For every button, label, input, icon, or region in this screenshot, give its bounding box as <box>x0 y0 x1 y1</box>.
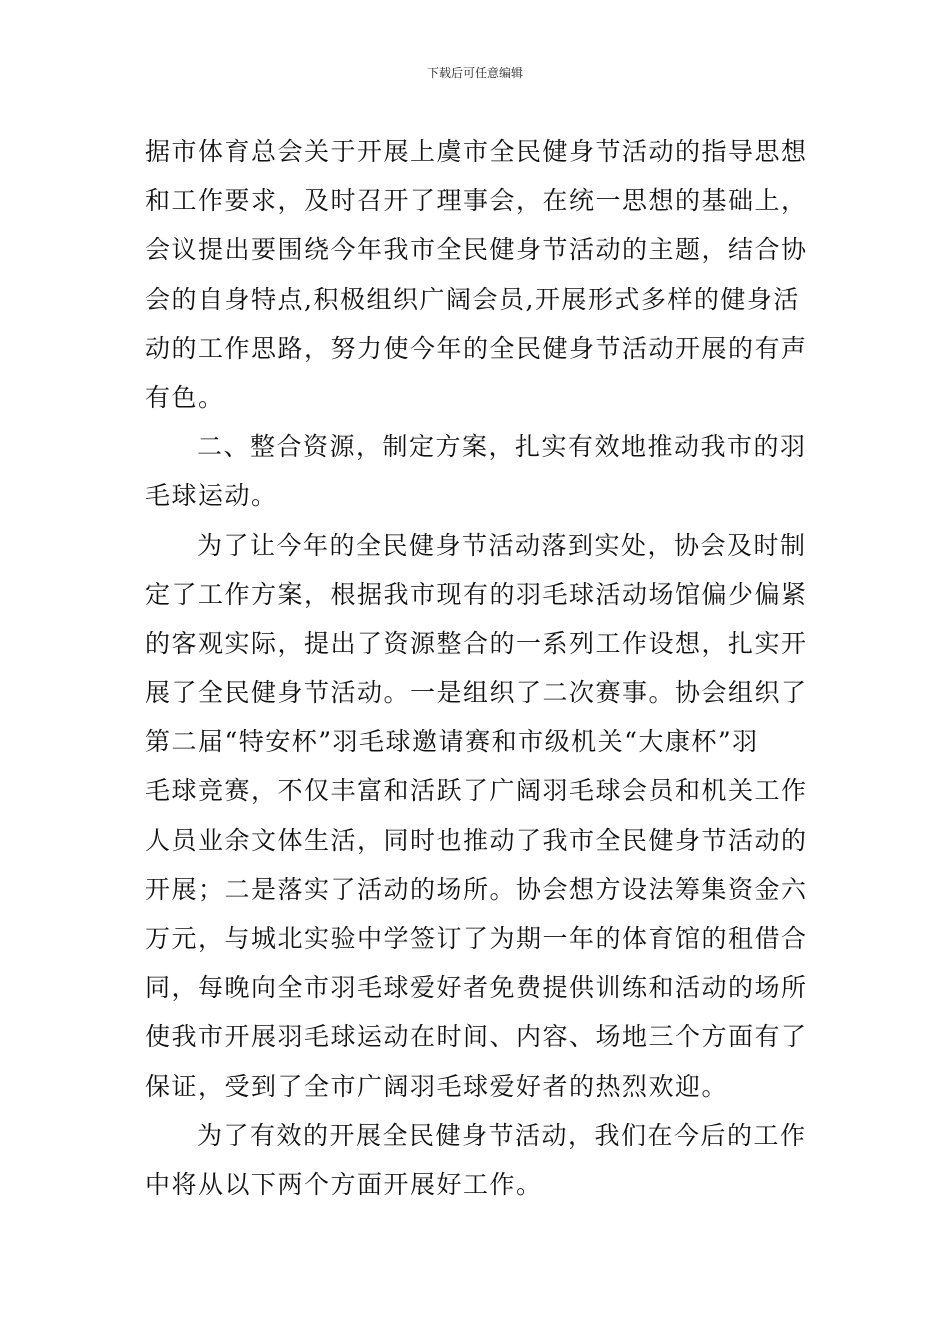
text-line: 定了工作方案，根据我市现有的羽毛球活动场馆偏少偏紧 <box>145 579 808 609</box>
text-line: 会的自身特点,积极组织广阔会员,开展形式多样的健身活 <box>145 284 800 314</box>
text-line: 毛球竞赛，不仅丰富和活跃了广阔羽毛球会员和机关工作 <box>145 776 808 806</box>
text-line: 据市体育总会关于开展上虞市全民健身节活动的指导思想 <box>145 137 808 166</box>
text-line: 展了全民健身节活动。一是组织了二次赛事。协会组织了 <box>145 678 808 708</box>
text-line: 为了有效的开展全民健身节活动，我们在今后的工作 <box>197 1120 807 1150</box>
section-heading-line: 毛球运动。 <box>145 481 278 511</box>
text-line: 中将从以下两个方面开展好工作。 <box>145 1169 543 1199</box>
text-line: 有色。 <box>145 382 225 412</box>
text-line: 动的工作思路，努力使今年的全民健身节活动开展的有声 <box>145 333 808 363</box>
text-line: 为了让今年的全民健身节活动落到实处，协会及时制 <box>197 530 807 560</box>
document-body <box>145 127 815 1209</box>
text-line: 保证，受到了全市广阔羽毛球爱好者的热烈欢迎。 <box>145 1071 729 1101</box>
text-line: 同，每晚向全市羽毛球爱好者免费提供训练和活动的场所 <box>145 973 808 1003</box>
text-line: 会议提出要围绕今年我市全民健身节活动的主题，结合协 <box>145 235 808 265</box>
text-line: 开展；二是落实了活动的场所。协会想方设法筹集资金六 <box>145 874 808 904</box>
text-line: 和工作要求，及时召开了理事会，在统一思想的基础上， <box>145 186 808 216</box>
text-line: 人员业余文体生活，同时也推动了我市全民健身节活动的 <box>145 825 808 855</box>
page-header: 下载后可任意编辑 <box>426 66 523 80</box>
text-line: 万元，与城北实验中学签订了为期一年的体育馆的租借合 <box>145 924 808 953</box>
text-line: 使我市开展羽毛球运动在时间、内容、场地三个方面有了 <box>145 1022 808 1052</box>
text-line: 的客观实际，提出了资源整合的一系列工作设想，扎实开 <box>145 628 808 658</box>
text-line: 第二届“特安杯”羽毛球邀请赛和市级机关“大康杯”羽 <box>145 727 759 757</box>
section-heading-line: 二、整合资源，制定方案，扎实有效地推动我市的羽 <box>197 432 807 462</box>
